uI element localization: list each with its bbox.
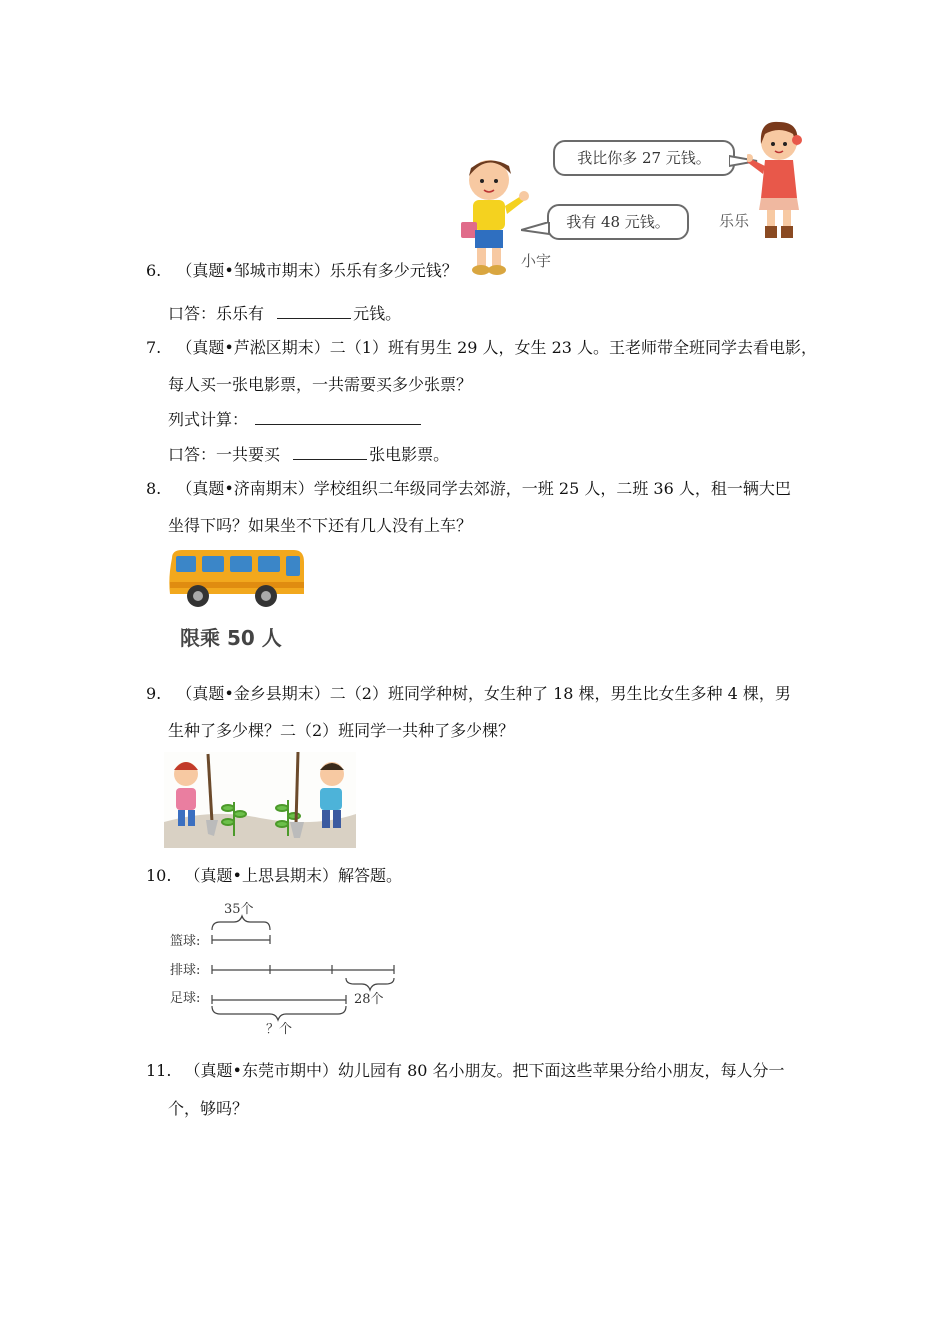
q6-illustration: [455, 118, 815, 278]
question-11: [146, 1060, 785, 1082]
question-number: 7.: [146, 338, 162, 357]
question-number: 6.: [146, 261, 162, 280]
question-8-line-2: 坐得下吗？如果坐不下还有几人没有上车？: [168, 516, 473, 535]
question-number: 10.: [146, 866, 172, 885]
q7-calc: [168, 408, 423, 431]
answer-blank[interactable]: [277, 302, 351, 319]
question-number: 11.: [146, 1061, 172, 1080]
question-text: （真题•邹城市期末）乐乐有多少元钱？: [176, 261, 458, 280]
bottom-brace-label: ？个: [266, 1022, 293, 1037]
girl-name-label: 乐乐: [719, 212, 750, 230]
segment-lines-icon: [166, 896, 406, 1042]
speech-bubble-boy-text: 我有 48 元钱。: [566, 213, 670, 231]
q6-answer: [168, 302, 401, 325]
question-7: [146, 337, 817, 359]
answer-prefix: 口答：乐乐有: [168, 304, 265, 323]
question-10: [146, 865, 402, 887]
question-8: [146, 478, 791, 500]
question-text-line-1: （真题•芦淞区期末）二（1）班有男生 29 人，女生 23 人。王老师带全班同学去看电影，: [176, 338, 818, 357]
question-text-line-1: （真题•济南期末）学校组织二年级同学去郊游，一班 25 人，二班 36 人，租一辆大巴: [176, 479, 791, 498]
question-number: 9.: [146, 684, 162, 703]
question-number: 8.: [146, 479, 162, 498]
row-label-basketball: 篮球:: [170, 934, 201, 949]
tree-planting-picture-icon: [164, 752, 356, 848]
line-segment-diagram: [166, 896, 406, 1042]
bus-capacity-label: 限乘 50 人: [180, 626, 282, 650]
question-7-line-2: 每人买一张电影票，一共需要买多少张票？: [168, 375, 473, 394]
speech-bubble-girl-text: 我比你多 27 元钱。: [577, 149, 711, 167]
speech-bubble-girl: [553, 140, 735, 176]
question-11-line-2: 个，够吗？: [168, 1099, 249, 1118]
boy-name-label: 小宇: [521, 252, 552, 270]
speech-bubble-boy: [547, 204, 689, 240]
girl-figure-icon: [747, 120, 807, 242]
answer-prefix: 口答：一共要买: [168, 445, 281, 464]
q7-answer: [168, 443, 449, 466]
top-brace-label: 35个: [224, 902, 254, 917]
question-text-line-1: （真题•金乡县期末）二（2）班同学种树，女生种了 18 棵，男生比女生多种 4 棵，男: [176, 684, 791, 703]
answer-suffix: 张电影票。: [369, 445, 450, 464]
calc-label: 列式计算：: [168, 410, 249, 429]
answer-suffix: 元钱。: [353, 304, 402, 323]
calc-blank[interactable]: [255, 408, 421, 425]
right-brace-label: 28个: [354, 992, 384, 1007]
question-9: [146, 683, 791, 705]
question-text: （真题•上思县期末）解答题。: [184, 866, 402, 885]
question-text-line-1: （真题•东莞市期中）幼儿园有 80 名小朋友。把下面这些苹果分给小朋友，每人分一: [184, 1061, 785, 1080]
row-label-football: 足球:: [170, 991, 201, 1006]
question-9-line-2: 生种了多少棵？二（2）班同学一共种了多少棵？: [168, 721, 515, 740]
question-6: [146, 260, 458, 282]
row-label-volleyball: 排球:: [170, 963, 201, 978]
bus-icon: [166, 548, 308, 612]
answer-blank[interactable]: [293, 443, 367, 460]
